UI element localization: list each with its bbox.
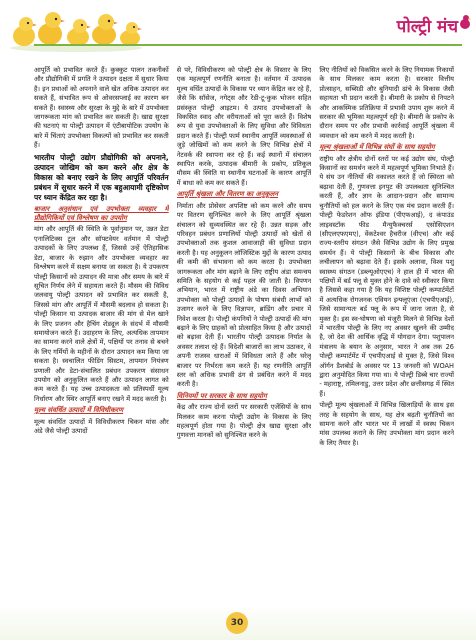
paragraph: निर्माता और प्रोसेसर अपशिष्ट को कम करने और समय पर वितरण सुनिश्चित करने के लिए आपूर्ति श्रृंखला संचालन को सुव्यवस्थित कर रहे हैं। उन्नत सड़क और परिवहन प्रबंधन प्रणालियों पोल्ट्री उत्पादों को खेतों से उपभोक्ताओं तक कुशल आवाजाही की सुविधा प्रदान करती है। यह अनुकूलन लॉजिस्टिक मुद्दों के कारण उत्पाद की कमी की संभावना को कम करता है। उपभोक्ता जागरूकता और मांग बढ़ाने के लिए राष्ट्रीय अंडा समन्वय समिति के सहयोग से कई पहल की जाती है। विपणन अभियान, भारत में राष्ट्रीय अंडे का दिवस अभियान उपभोक्ता को पोल्ट्री उत्पादों के पोषण संबंधी लाभों को उजागर करने के लिए विज्ञापन, ब्रांडिंग और प्रचार में निवेश करता है। पोल्ट्री कंपनियों ने पोल्ट्री उत्पादों की मांग बढ़ाने के लिए ग्राहकों को प्रोत्साहित किया है और उत्पादों को बढ़ावा देती हैं। भारतीय पोल्ट्री उत्पादक निर्यात के अवसर तलाश रहे हैं। विदेशी बाजारों का लाभ उठाकर, वे अपनी राजस्व धाराओं में विविधता लाते हैं और घरेलू बाजार पर निर्भरता कम करते हैं। यह रणनीति आपूर्ति स्तर को अधिक प्रभावी ढंग से प्रबंधित करने में मदद करती है। [176, 201, 312, 389]
highlight-paragraph: भारतीय पोल्ट्री उद्योग प्रौद्योगिकी को अपनाने, उत्पादन जोखिम को कम करने और क्षेत्र के विकास को बनाए रखने के लिए आपूर्ति परिवर्तन प्रबंधन में सुधार करने में एक बहुआयामी दृष्टिकोण पर ध्यान केंद्रित कर रहा है। [34, 152, 169, 202]
section-heading: बाजार अनुसंधान एवं उपभोक्ता व्यवहार में प्रौद्योगिकियों एवं विश्लेषण का उपयोग [34, 204, 169, 223]
paragraph: मांग और आपूर्ति की स्थिति के पूर्वानुमान पर, उन्नत डेटा एनालिटिक्स टूल और सॉफ्टवेयर वर्तमान में पोल्ट्री उत्पादकों के लिए उपलब्ध हैं, जिससे उन्हें ऐतिहासिक डेटा, बाजार के रुझान और उपभोक्ता व्यवहार का विश्लेषण करने में सक्षम बनाया जा सकता है। ये उपकरण पोल्ट्री किसानों को उत्पादन की मात्रा और समय के बारे में सूचित निर्णय लेने में सहायता करते हैं। मौसम की विविध जलवायु पोल्ट्री उत्पादन को प्रभावित कर सकती है, जिससे मांग और आपूर्ति में मौसमी बदलाव हो सकता है। पोल्ट्री किसान या उत्पादक बाजार की मांग से मेल खाने के लिए प्रजनन और हैचिंग शेड्यूल के संदर्भ में मौसमी समायोजन करते हैं। उदाहरण के लिए, अत्यधिक तापमान का सामना करने वाले क्षेत्रों में, पक्षियों पर तनाव से बचने के लिए गर्मियों के महीनों के दौरान उत्पादन कम किया जा सकता है। स्वचालित फीडिंग सिस्टम, तापमान नियंत्रण प्रणाली और डेटा-संचालित प्रबंधन उपकरण संसाधन उपयोग को अनुकूलित करते हैं और उत्पादन लागत को कम करते हैं। यह उच्च उत्पादकता को प्रतिस्पर्धी मूल्य निर्धारण और स्थिर आपूर्ति बनाए रखने में मदद करती है। [34, 225, 169, 403]
section-heading: मूल्य संवर्धित उत्पादों में विविधीकरण [34, 406, 124, 415]
paragraph: मूल्य संवर्धित उत्पादों में विविधीकरण चिकन मांस और अंडे जैसे पोल्ट्री उत्पादों [34, 417, 169, 435]
paragraph: लिए नीतियों को विकसित करने के लिए नियामक निकायों के साथ मिलकर काम करता है। सरकार वित्तीय प्रोत्साहन, सब्सिडी और बुनियादी ढांचे के विकास जैसी सहायता भी प्रदान करती है। बीमारी के प्रकोप से निपटने और आकस्मिक प्रतिक्रिया में प्रभावी उपाय शुरू करने में सरकार की भूमिका महत्वपूर्ण रही है। बीमारी के प्रकोप के दौरान समय पर और प्रभावी कार्रवाई आपूर्ति श्रृंखला में व्यवधान को कम करने में मदद करती है। [319, 66, 455, 140]
section-heading: आपूर्ति श्रृंखला और वितरण का अनुकूलन [176, 190, 279, 199]
paragraph: केंद्र और राज्य दोनों स्तरों पर सरकारी एजेंसियों के साथ मिलकर काम करना पोल्ट्री उद्योग के विकास के लिए महत्वपूर्ण होता गया है। पोल्ट्री क्षेत्र खाद्य सुरक्षा और गुणवत्ता मानकों को सुनिश्चित करने के [176, 403, 312, 440]
article-columns [34, 66, 454, 606]
paragraph: पोल्ट्री मूल्य श्रृंखलाओं में विभिन्न खिलाड़ियों के साथ इस तरह के सहयोग के साथ, यह क्षेत्र बढ़ती चुनौतियों का सामना करने और भारत भर में लाखों में स्वस्थ चिकन मांस उपलब्ध कराने के लिए उपभोक्ता मांग प्रदान करने के लिए तैयार है। [319, 401, 455, 447]
header-title: पोल्ट्री मंच [396, 17, 458, 37]
header-divider [34, 44, 462, 46]
section-heading: विनियमों पर सरकार के साथ सहयोग [176, 391, 267, 400]
paragraph: से परे, विविधीकरण को पोल्ट्री क्षेत्र के विस्तार के लिए एक महत्वपूर्ण रणनीति बनाता है। वर्तमान में उत्पादक मूल्य वर्धित उत्पादों के विकास पर ध्यान केंद्रित कर रहे हैं, जैसे कि सॉसेज, नगेट्स और रेडी-टू-कुक भोजन सहित प्रसंस्कृत पोल्ट्री आइटम। ये उत्पाद उपभोक्ताओं के विकसित स्वाद और वरीयताओं को पूरा करते हैं। विशेष रूप से युवा उपभोक्ताओं के लिए सुविधा और विविधता प्रदान करते हैं। पोल्ट्री फार्म स्थानीय आपूर्ति व्यवस्थाओं से जुड़े जोखिमों को कम करने के लिए विभिन्न क्षेत्रों में नेटवर्क की स्थापना कर रहे हैं। कई स्थानों में संचालन स्थापित करके, उत्पादक बीमारी के प्रकोप, प्रतिकूल मौसम की स्थिति या स्थानीय घटनाओं के कारण आपूर्ति में बाधा को कम कर सकते हैं। [176, 66, 312, 187]
column-1 [34, 66, 169, 606]
chicken-icon [458, 14, 472, 30]
paragraph: आपूर्ति को प्रभावित करते हैं। कुक्कुट पालन तकनीकों और प्रौद्योगिकी में प्रगति ने उत्पादन दक्षता में सुधार किया है। इन प्रथाओं को अपनाने वाले खेत अधिक उत्पादन कर सकते हैं, संभावित रूप से ओवरसप्लाई का कारण बन सकते हैं। स्वास्थ्य और सुरक्षा के मुद्दे के बारे में उपभोक्ता जागरूकता मांग को प्रभावित कर सकती है। खाद्य सुरक्षा की घटनाएं या पोल्ट्री उत्पादन में एंटीबायोटिक उपयोग के बारे में चिंताएं उपभोक्ता विकल्पों को प्रभावित कर सकती हैं। [34, 66, 169, 150]
column-3 [319, 66, 454, 606]
paragraph: राष्ट्रीय और क्षेत्रीय दोनों स्तरों पर कई उद्योग संघ, पोल्ट्री किसानों का समर्थन करने में महत्वपूर्ण भूमिका निभाते हैं। ये संघ उन नीतियों की वकालत करते हैं जो स्थिरता को बढ़ावा देती हैं, गुणवत्ता इनपुट की उपलब्धता सुनिश्चित करती हैं, और ज्ञान के आदान-प्रदान और सामान्य चुनौतियों को हल करने के लिए एक मंच प्रदान करती हैं। पोल्ट्री फेडरेशन ऑफ इंडिया (पीएफआई), द कंपाउंड लाइवस्टॉक फीड मैन्युफैक्चरर्स एसोसिएशन (सीएलएफएमए), वेंकटेश्वर हैचरीज (वीएच) और कई राज्य-स्तरीय संगठन जैसे विभिन्न उद्योग के लिए प्रमुख समर्थन हैं। ये पोल्ट्री किसानों के बीच विकास और लचीलापन को बढ़ावा देते हैं। इसके अलावा, विश्व पशु स्वास्थ्य संगठन (डब्ल्यूओएएच) ने हाल ही में भारत की पक्षियों में बर्ड फ्लू से मुक्त होने के दावे को स्वीकार किया है जिससे कहा गया है कि यह विशिष्ट पोल्ट्री कम्पार्टमेंटों में अत्यधिक रोगजनक एवियन इन्फ्लूएंजा (एचपीएआई), जिसे सामान्यतः बर्ड फ्लू के रूप में जाना जाता है, से मुक्त है। इस स्व-घोषणा को मंजूरी मिलने से विभिन्न देशों में भारतीय पोल्ट्री के लिए नए अवसर खुलने की उम्मीद है, जो देश की आर्थिक वृद्धि में योगदान देगा। पशुपालन मंत्रालय के बयान के अनुसार, भारत ने अब तक 26 पोल्ट्री कम्पार्टमेंट में एचपीएआई से मुक्त है, जिसे विश्व ऑर्गन डैशबोर्ड के अवसर पर 13 जनवरी को WOAH द्वारा अनुमोदित किया गया था। ये पोल्ट्री डिब्बे चार राज्यों - महाराष्ट्र, तमिलनाडु, उत्तर प्रदेश और छत्तीसगढ़ में स्थित हैं। [319, 154, 455, 398]
page-header [0, 0, 476, 62]
column-2 [177, 66, 312, 606]
section-heading: मूल्य श्रृंखलाओं में विभिन्न संघों के साथ सहयोग [319, 143, 435, 152]
page-number: 30 [226, 612, 248, 634]
